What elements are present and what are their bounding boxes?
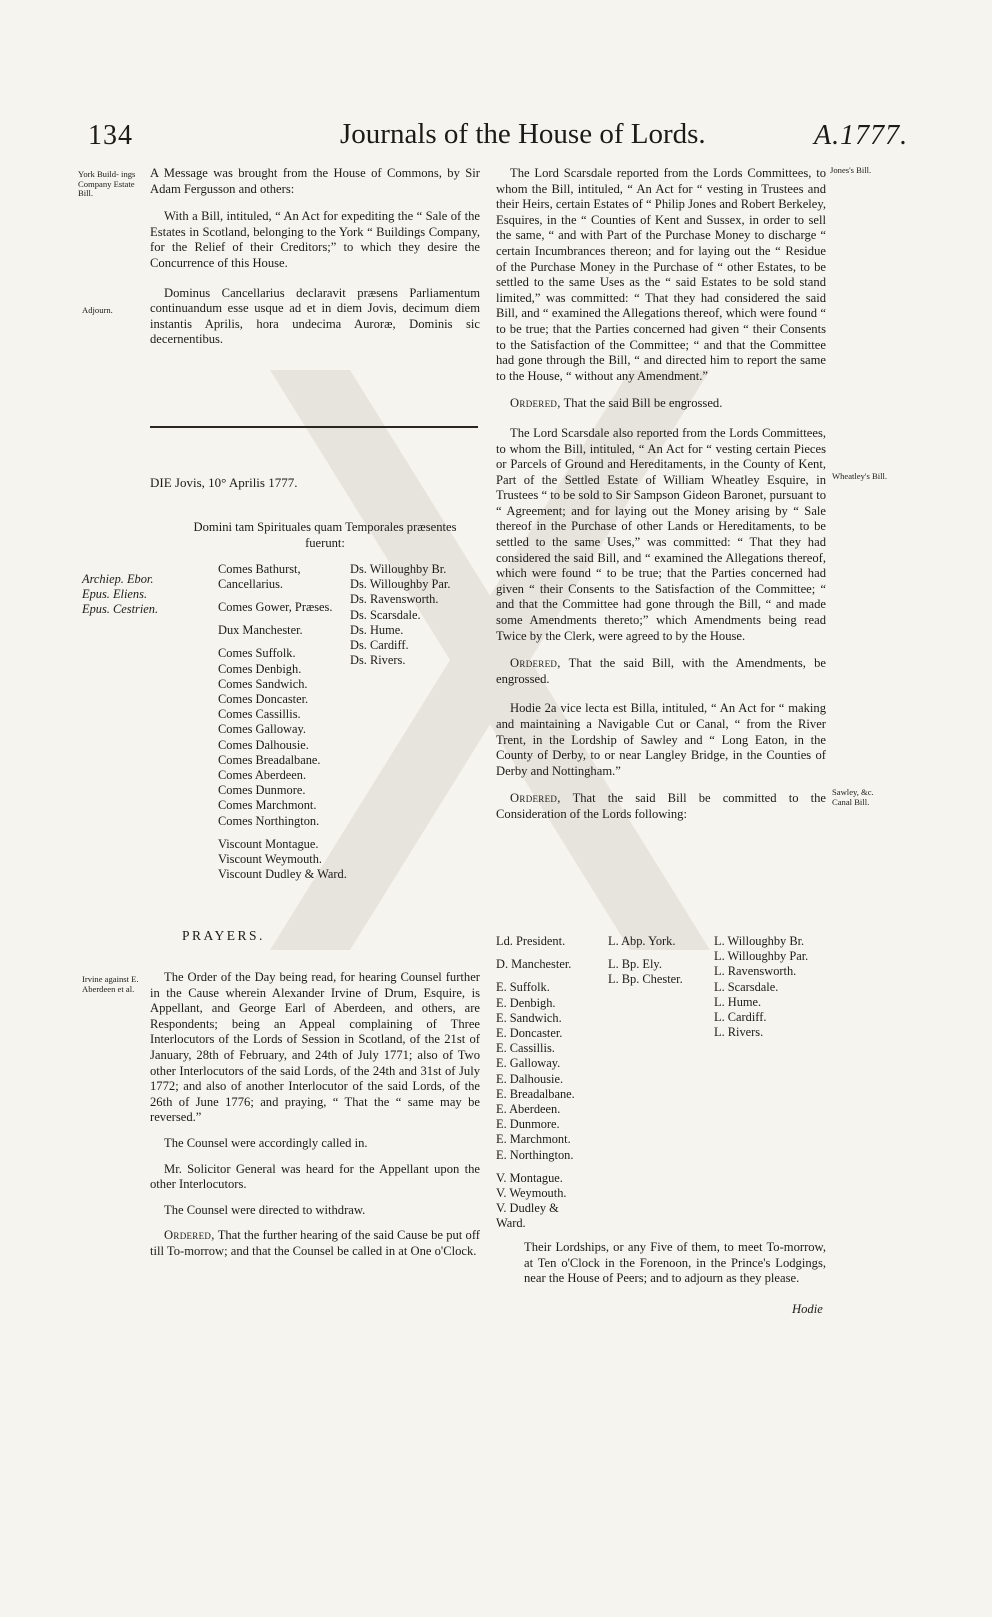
- ordered-committed: [496, 791, 826, 822]
- attendance-heading: Domini tam Spirituales quam Temporales præsentes fuerunt:: [193, 520, 457, 550]
- list-item: Ds. Ravensworth.: [350, 592, 439, 607]
- list-item: Comes Marchmont.: [218, 798, 317, 813]
- list-item: E. Dunmore.: [496, 1117, 560, 1132]
- list-item: E. Denbigh.: [496, 995, 556, 1010]
- temporal-lords-list: [218, 562, 348, 882]
- list-item: V. Dudley & Ward.: [496, 1201, 559, 1231]
- ordered-text: That the said Bill be committed to the Consideration of the Lords following:: [496, 791, 827, 821]
- list-item: E. Sandwich.: [496, 1010, 562, 1025]
- list-item: L. Willoughby Br.: [714, 934, 805, 948]
- list-item: E. Cassillis.: [496, 1041, 555, 1056]
- list-item: Ds. Willoughby Br.: [350, 562, 447, 576]
- list-item: Viscount Weymouth.: [218, 852, 323, 867]
- ordered-label: Ordered,: [510, 791, 561, 806]
- left-column-lower: [150, 970, 480, 1260]
- list-item: L. Rivers.: [714, 1025, 764, 1040]
- ordered-text: That the said Bill, with the Amendments, be engrossed.: [496, 656, 827, 686]
- list-item: Comes Dalhousie.: [218, 737, 309, 752]
- list-item: Comes Sandwich.: [218, 676, 308, 691]
- margin-note-york: York Build- ings Company Estate Bill.: [78, 169, 136, 199]
- list-item: Viscount Montague.: [218, 836, 319, 851]
- right-column: [496, 166, 826, 823]
- counsel-called-paragraph: The Counsel were accordingly called in.: [164, 1135, 368, 1150]
- counsel-withdraw-paragraph: The Counsel were directed to withdraw.: [164, 1202, 366, 1217]
- ordered-jones-engrossed: [496, 396, 826, 412]
- list-item: E. Galloway.: [496, 1056, 561, 1071]
- message-paragraph: A Message was brought from the House of Commons, by Sir Adam Fergusson and others:: [150, 166, 480, 196]
- meeting-paragraph: Their Lordships, or any Five of them, to meet To-morrow, at Ten o'Clock in the Forenoon, in the Prince's Lodgings, near the House of Peers; and to adjourn as they please.: [524, 1240, 826, 1286]
- margin-note-wheatley: Wheatley's Bill.: [832, 471, 888, 481]
- list-item: L. Hume.: [714, 994, 762, 1009]
- list-item: Archiep. Ebor.: [82, 572, 154, 586]
- wheatley-bill-report: The Lord Scarsdale also reported from the Lords Committees, to whom the Bill, intituled, “ An Act for “ vesting certain Pieces or Parcels of Ground and Hereditaments, in the County of Kent, Part of the Settled Estate of William Wheatley Esquire, in Trustees “ to be sold to Sir Sampson Gideon Baronet, pursuant to “ Agreement; and for laying out the Money arising by “ Sale thereof in the Purchase of other Lands or Hereditaments, to be settled to the same Uses,” was committed: “ That they had considered the said Bill, and “ examined the Allegations thereof, which were found “ to be true; that the Parties concerned had given “ their Consents to the Satisfaction of the Committee; “ and that the Committee had gone through the Bill, “ and made some Amendments thereto;” which Amendments being read Twice by the Clerk, were agreed to by the House.: [496, 425, 826, 643]
- list-item: Comes Breadalbane.: [218, 752, 321, 767]
- ordered-text: That the further hearing of the said Cause be put off till To-morrow; and that the Counsel be called in at One o'Clock.: [150, 1228, 481, 1258]
- list-item: V. Montague.: [496, 1170, 563, 1185]
- running-title-text: Journals of the House of Lords.: [340, 118, 706, 150]
- list-item: Viscount Dudley & Ward.: [218, 867, 347, 882]
- list-item: Ds. Hume.: [350, 622, 404, 637]
- ordered-label: Ordered,: [510, 656, 561, 671]
- list-item: Comes Suffolk.: [218, 646, 296, 661]
- baron-lords-list: [350, 562, 450, 668]
- running-title: [340, 118, 706, 151]
- committee-column-3: [714, 934, 808, 1040]
- margin-note-sawley: Sawley, &c. Canal Bill.: [832, 787, 874, 807]
- prayers-heading: PRAYERS.: [182, 928, 265, 943]
- margin-note-adjourn: Adjourn.: [82, 305, 113, 315]
- ordered-further-hearing: [150, 1228, 480, 1259]
- page-number: 134: [88, 120, 133, 151]
- list-item: L. Bp. Chester.: [608, 972, 683, 987]
- ordered-text: That the said Bill be engrossed.: [563, 396, 723, 411]
- list-item: V. Weymouth.: [496, 1186, 567, 1201]
- date-heading: [150, 474, 480, 492]
- ordered-label: Ordered,: [164, 1228, 215, 1243]
- adjournment-paragraph: Dominus Cancellarius declaravit præsens Parliamentum continuandum esse usque ad et in diem Jovis, decimum diem instantis Aprilis, hora undecima Auroræ, Dominis sic decernentibus.: [150, 285, 480, 347]
- list-item: Comes Bathurst, Cancellarius.: [218, 562, 301, 591]
- list-item: Epus. Eliens.: [82, 587, 148, 602]
- committee-column-1: [496, 934, 588, 1231]
- list-item: Dux Manchester.: [218, 623, 303, 638]
- list-item: E. Breadalbane.: [496, 1086, 575, 1101]
- catchword: Hodie: [792, 1302, 823, 1316]
- list-item: E. Northington.: [496, 1147, 574, 1162]
- irvine-appeal-paragraph: The Order of the Day being read, for hearing Counsel further in the Cause wherein Alexander Irvine of Drum, Esquire, is Appellant, and George Earl of Aberdeen, and others, are Respondents; being an Appeal complaining of Three Interlocutors of the Lords of Session in Scotland, of the 21st of January, 28th of February, and 24th of July 1771; also of Two other Interlocutors of the said Lords, of the 24th and 31st of July 1772; and also of another Interlocutor of the said Lords, of the 26th of June 1776; and praying, “ That the “ same may be reversed.”: [150, 970, 480, 1125]
- list-item: L. Bp. Ely.: [608, 957, 662, 972]
- margin-note-jones: Jones's Bill.: [830, 165, 872, 175]
- list-item: E. Doncaster.: [496, 1026, 563, 1041]
- list-item: L. Abp. York.: [608, 934, 676, 948]
- list-item: E. Dalhousie.: [496, 1071, 564, 1086]
- ordered-wheatley-engrossed: [496, 656, 826, 687]
- list-item: Comes Dunmore.: [218, 783, 306, 798]
- list-item: Comes Northington.: [218, 813, 320, 828]
- york-bill-paragraph: With a Bill, intituled, “ An Act for expediting the “ Sale of the Estates in Scotland, belonging to the York “ Buildings Company, for the Relief of their Creditors;” to which they desire the Concurrence of this House.: [150, 209, 480, 270]
- list-item: L. Ravensworth.: [714, 964, 797, 979]
- list-item: Comes Aberdeen.: [218, 768, 307, 783]
- spiritual-lords-list: [82, 572, 158, 618]
- list-item: Ld. President.: [496, 934, 566, 948]
- list-item: Comes Doncaster.: [218, 692, 309, 707]
- list-item: Comes Galloway.: [218, 722, 306, 737]
- meeting-paragraph-block: [524, 1240, 826, 1287]
- list-item: E. Marchmont.: [496, 1132, 571, 1147]
- list-item: Ds. Cardiff.: [350, 638, 409, 653]
- list-item: L. Willoughby Par.: [714, 949, 809, 964]
- list-item: E. Aberdeen.: [496, 1102, 561, 1117]
- list-item: E. Suffolk.: [496, 980, 550, 995]
- sawley-canal-paragraph: Hodie 2a vice lecta est Billa, intituled, “ An Act for “ making and maintaining a Navigable Cut or Canal, “ from the River Trent, in the Lordship of Sawley and “ Long Eaton, in the County of Derby, to or near Langley Bridge, in the Counties of Derby and Nottingham.”: [496, 701, 826, 778]
- committee-column-2: [608, 934, 683, 988]
- list-item: Comes Cassillis.: [218, 707, 301, 722]
- left-column: [150, 166, 480, 348]
- list-item: Ds. Willoughby Par.: [350, 577, 451, 592]
- jones-bill-report: The Lord Scarsdale reported from the Lords Committees, to whom the Bill, intituled, “ An Act for “ vesting in Trustees and their Heirs, certain Estates of “ Philip Jones and Robert Berkeley, Esquires, in the “ Counties of Kent and Sussex, in order to sell the same, “ and with Part of the Purchase Money to discharge “ certain Incumbrances thereon; and for laying out the “ Residue of the Purchase Money in the Purchase of “ other Estates, to be settled to the same Uses as the “ said Estates to be sold stand limited,” was committed: “ That they had considered the said Bill, and “ examined the Allegations thereof, which were found “ to be true; that the Parties concerned had given “ their Consents to the Satisfaction of the Committee; “ and that the Committee had gone through the Bill, “ and directed him to report the same to the House, “ without any Amendment.”: [496, 166, 826, 383]
- date-heading-text: DIE Jovis, 10° Aprilis 1777.: [150, 475, 298, 490]
- list-item: L. Scarsdale.: [714, 979, 779, 994]
- list-item: Ds. Scarsdale.: [350, 607, 421, 622]
- list-item: Comes Denbigh.: [218, 661, 302, 676]
- list-item: Ds. Rivers.: [350, 653, 406, 668]
- page-year: A.1777.: [814, 120, 909, 151]
- list-item: Comes Gower, Præses.: [218, 600, 333, 614]
- section-divider: [150, 426, 478, 428]
- list-item: D. Manchester.: [496, 957, 572, 972]
- ordered-label: Ordered,: [510, 396, 561, 411]
- solicitor-general-paragraph: Mr. Solicitor General was heard for the Appellant upon the other Interlocutors.: [150, 1161, 480, 1192]
- list-item: L. Cardiff.: [714, 1010, 767, 1025]
- margin-note-irvine: Irvine against E. Aberdeen et al.: [82, 974, 139, 994]
- list-item: Epus. Cestrien.: [82, 602, 159, 617]
